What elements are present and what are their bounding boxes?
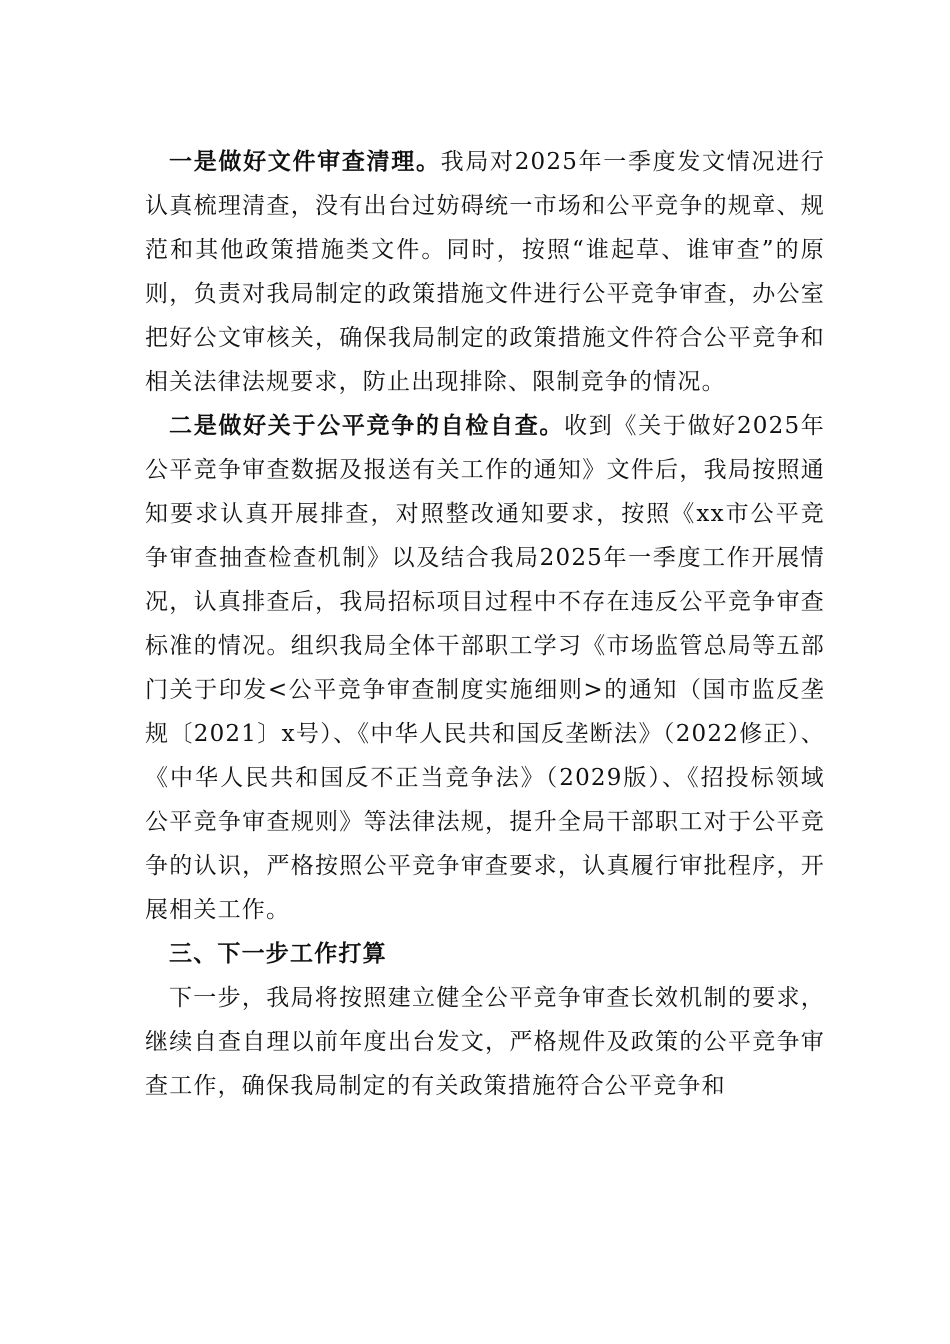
paragraph-next-steps: 下一步，我局将按照建立健全公平竞争审查长效机制的要求，继续自查自理以前年度出台发文，严格规件及政策的公平竞争审查工作，确保我局制定的有关政策措施符合公平竞争和 <box>145 985 825 1099</box>
section-heading-next-steps: 三、下一步工作打算 <box>169 941 387 967</box>
paragraph-body-file-review: 我局对2025年一季度发文情况进行认真梳理清查，没有出台过妨碍统一市场和公平竞争的规章、规范和其他政策措施类文件。同时，按照“谁起草、谁审查”的原则，负责对我局制定的政策措施文件进行公平竞争审查，办公室把好公文审核关，确保我局制定的政策措施文件符合公平竞争和相关法律法规要求，防止出现排除、限制竞争的情况。 <box>145 149 825 395</box>
document-content <box>145 140 825 1108</box>
paragraph-self-inspection <box>145 404 825 932</box>
paragraph-lead-file-review: 一是做好文件审查清理。 <box>169 149 441 175</box>
paragraph-lead-self-inspection: 二是做好关于公平竞争的自检自查。 <box>169 413 565 439</box>
paragraph-body-self-inspection: 收到《关于做好2025年公平竞争审查数据及报送有关工作的通知》文件后，我局按照通知要求认真开展排查，对照整改通知要求，按照《xx市公平竞争审查抽查检查机制》以及结合我局2025年一季度工作开展情况，认真排查后，我局招标项目过程中不存在违反公平竞争审查标准的情况。组织我局全体干部职工学习《市场监管总局等五部门关于印发<公平竞争审查制度实施细则>的通知（国市监反垄规〔2021〕x号）、《中华人民共和国反垄断法》（2022修正）、《中华人民共和国反不正当竞争法》（2029版）、《招投标领域公平竞争审查规则》等法律法规，提升全局干部职工对于公平竞争的认识，严格按照公平竞争审查要求，认真履行审批程序，开展相关工作。 <box>145 413 825 923</box>
paragraph-file-review <box>145 140 825 404</box>
